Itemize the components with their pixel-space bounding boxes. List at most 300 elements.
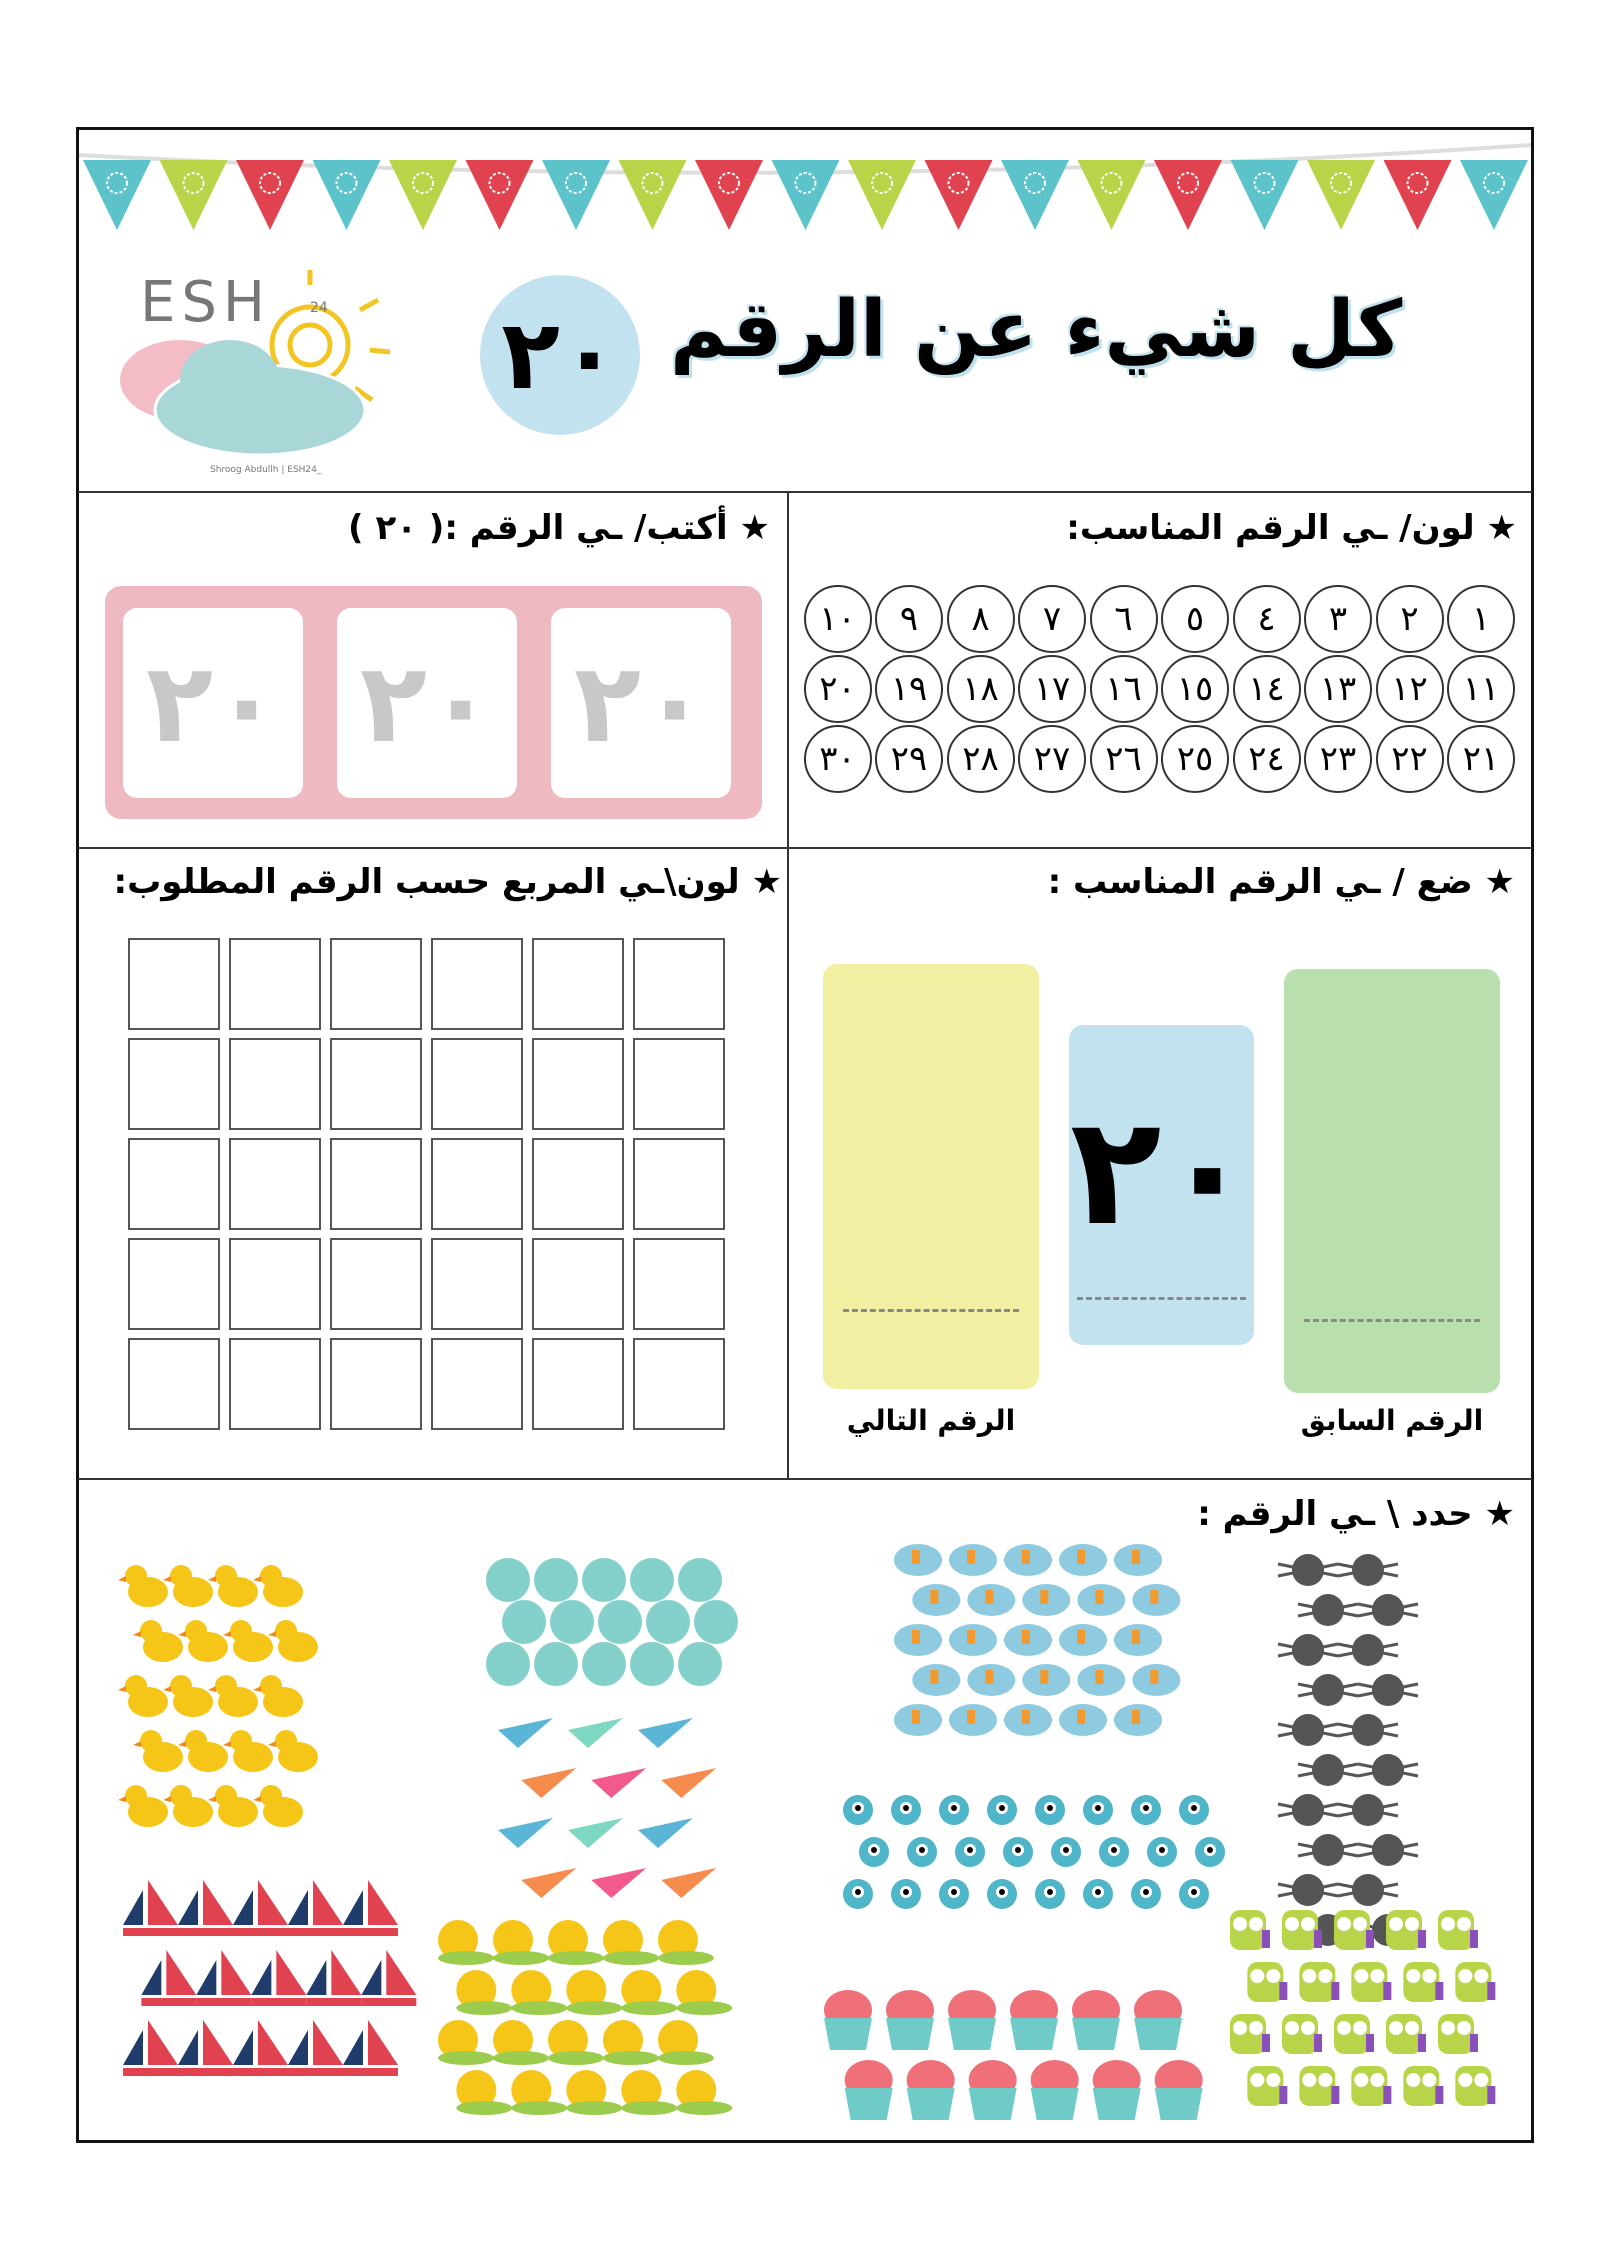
cupcake-icon: [1093, 2060, 1141, 2120]
paper-plane-icon: [638, 1818, 693, 1848]
previous-number-label: الرقم السابق: [1300, 1404, 1484, 1437]
boat-icon: [141, 1950, 196, 2006]
bubble-icon: [582, 1642, 626, 1686]
number-circle[interactable]: ١٠: [804, 585, 872, 653]
bunting-flag: [83, 160, 151, 230]
owl-icon: [1438, 1910, 1478, 1950]
number-circle[interactable]: ١٢: [1376, 655, 1444, 723]
paper-plane-icon: [591, 1868, 646, 1898]
monster-icon: [1083, 1795, 1113, 1825]
paper-plane-group[interactable]: [498, 1718, 716, 1898]
duck-icon: [163, 1565, 213, 1607]
grid-square[interactable]: [128, 1138, 220, 1230]
owl-icon: [1386, 2014, 1426, 2054]
write-number-heading: ★ أكتب/ ـي الرقم :( ٢٠ ): [348, 508, 770, 548]
elephant-icon: [1114, 1704, 1162, 1736]
snail-icon: [566, 2070, 622, 2115]
bubble-icon: [486, 1642, 530, 1686]
elephant-icon: [949, 1704, 997, 1736]
number-circle[interactable]: ٤: [1233, 585, 1301, 653]
number-circle[interactable]: ١٧: [1018, 655, 1086, 723]
bunting-flag: [1460, 160, 1528, 230]
bunting-flag: [160, 160, 228, 230]
grid-square[interactable]: [431, 1238, 523, 1330]
elephant-icon: [1059, 1544, 1107, 1576]
bunting-flag: [772, 160, 840, 230]
elephant-icon: [949, 1544, 997, 1576]
snail-icon: [676, 2070, 732, 2115]
number-circle[interactable]: ٢٣: [1304, 725, 1372, 793]
monster-icon: [987, 1879, 1017, 1909]
snail-icon: [456, 1970, 512, 2015]
cupcake-icon: [1134, 1990, 1182, 2050]
elephant-icon: [1059, 1704, 1107, 1736]
elephant-icon: [894, 1544, 942, 1576]
grid-square[interactable]: [229, 1038, 321, 1130]
number-circle[interactable]: ٢٥: [1161, 725, 1229, 793]
boat-group[interactable]: [123, 1880, 416, 2076]
owl-icon: [1334, 2014, 1374, 2054]
spider-icon: [1358, 1754, 1418, 1786]
number-circle[interactable]: ١٣: [1304, 655, 1372, 723]
number-circles-grid: [795, 585, 1515, 795]
boat-icon: [251, 1950, 306, 2006]
elephant-icon: [1059, 1624, 1107, 1656]
number-circle[interactable]: ٢: [1376, 585, 1444, 653]
elephant-icon: [1004, 1544, 1052, 1576]
trace-card[interactable]: [123, 608, 303, 798]
duck-icon: [208, 1675, 258, 1717]
snail-icon: [676, 1970, 732, 2015]
snail-icon: [621, 1970, 677, 2015]
trace-number: ٢٠: [359, 639, 495, 767]
boat-icon: [178, 2020, 233, 2076]
page-title: كل شيء عن الرقم: [670, 285, 1403, 375]
owl-icon: [1351, 2066, 1391, 2106]
owl-icon: [1282, 1910, 1322, 1950]
boat-icon: [288, 2020, 343, 2076]
number-circle[interactable]: ٧: [1018, 585, 1086, 653]
owl-group[interactable]: [1230, 1910, 1495, 2106]
monster-icon: [1083, 1879, 1113, 1909]
monster-icon: [939, 1795, 969, 1825]
bunting-flag: [619, 160, 687, 230]
squares-grid: [128, 938, 728, 1438]
snail-icon: [603, 2020, 659, 2065]
duck-icon: [163, 1675, 213, 1717]
monster-icon: [1179, 1795, 1209, 1825]
snail-icon: [658, 1920, 714, 1965]
next-number-label: الرقم التالي: [846, 1404, 1016, 1437]
spider-icon: [1338, 1714, 1398, 1746]
snail-group[interactable]: [438, 1920, 732, 2115]
number-circle[interactable]: ٢١: [1447, 725, 1515, 793]
number-circle[interactable]: ٢٤: [1233, 725, 1301, 793]
grid-square[interactable]: [330, 1338, 422, 1430]
number-circle[interactable]: ١٤: [1233, 655, 1301, 723]
elephant-icon: [967, 1664, 1015, 1696]
grid-square[interactable]: [128, 1338, 220, 1430]
cupcake-icon: [824, 1990, 872, 2050]
snail-icon: [603, 1920, 659, 1965]
boat-icon: [343, 2020, 398, 2076]
trace-card[interactable]: [551, 608, 731, 798]
title-number: ٢٠: [501, 299, 619, 411]
place-number-heading: ★ ضع / ـي الرقم المناسب :: [1047, 862, 1515, 902]
spider-icon: [1358, 1834, 1418, 1866]
elephant-icon: [1077, 1584, 1125, 1616]
spider-icon: [1278, 1874, 1338, 1906]
spider-icon: [1278, 1714, 1338, 1746]
number-circle[interactable]: ٢٠: [804, 655, 872, 723]
duck-icon: [253, 1675, 303, 1717]
duck-icon: [268, 1620, 318, 1662]
duck-icon: [163, 1785, 213, 1827]
owl-icon: [1334, 1910, 1374, 1950]
number-circle[interactable]: ١٩: [875, 655, 943, 723]
paper-plane-icon: [591, 1768, 646, 1798]
cupcake-icon: [969, 2060, 1017, 2120]
monster-icon: [955, 1837, 985, 1867]
bunting-flag: [1231, 160, 1299, 230]
bunting-flag: [1154, 160, 1222, 230]
number-circle[interactable]: ٢٦: [1090, 725, 1158, 793]
owl-icon: [1230, 2014, 1270, 2054]
divider: [78, 1478, 1532, 1480]
logo-sub: 24: [310, 300, 328, 316]
bubble-icon: [534, 1642, 578, 1686]
trace-number: ٢٠: [145, 639, 281, 767]
monster-icon: [1099, 1837, 1129, 1867]
bubble-icon: [678, 1642, 722, 1686]
bubble-icon: [502, 1600, 546, 1644]
paper-plane-icon: [498, 1718, 553, 1748]
snail-icon: [658, 2020, 714, 2065]
elephant-icon: [912, 1664, 960, 1696]
monster-icon: [1131, 1795, 1161, 1825]
grid-square[interactable]: [532, 1338, 624, 1430]
number-circle[interactable]: ٣: [1304, 585, 1372, 653]
duck-icon: [133, 1730, 183, 1772]
cupcake-icon: [1010, 1990, 1058, 2050]
grid-square[interactable]: [229, 1138, 321, 1230]
bubble-icon: [630, 1642, 674, 1686]
monster-icon: [891, 1879, 921, 1909]
cupcake-icon: [907, 2060, 955, 2120]
snail-icon: [566, 1970, 622, 2015]
monster-icon: [891, 1795, 921, 1825]
boat-icon: [288, 1880, 343, 1936]
owl-icon: [1247, 2066, 1287, 2106]
grid-square[interactable]: [128, 938, 220, 1030]
number-circle[interactable]: ٦: [1090, 585, 1158, 653]
bunting-flag: [466, 160, 534, 230]
elephant-icon: [894, 1704, 942, 1736]
monster-icon: [1195, 1837, 1225, 1867]
grid-square[interactable]: [128, 1038, 220, 1130]
bubble-icon: [550, 1600, 594, 1644]
number-circle[interactable]: ٨: [947, 585, 1015, 653]
spider-icon: [1338, 1554, 1398, 1586]
grid-square[interactable]: [431, 938, 523, 1030]
spider-icon: [1358, 1674, 1418, 1706]
duck-icon: [118, 1565, 168, 1607]
grid-square[interactable]: [431, 1138, 523, 1230]
answer-line: [843, 1309, 1019, 1312]
spider-icon: [1278, 1634, 1338, 1666]
picture-groups: [78, 1540, 1532, 2140]
divider: [78, 491, 1532, 493]
monster-icon: [939, 1879, 969, 1909]
elephant-icon: [894, 1624, 942, 1656]
elephant-icon: [1114, 1624, 1162, 1656]
boat-icon: [123, 2020, 178, 2076]
elephant-group[interactable]: [894, 1544, 1180, 1736]
elephant-icon: [949, 1624, 997, 1656]
snail-icon: [511, 1970, 567, 2015]
snail-icon: [511, 2070, 567, 2115]
elephant-icon: [912, 1584, 960, 1616]
duck-icon: [208, 1785, 258, 1827]
logo: [110, 270, 390, 475]
duck-icon: [178, 1730, 228, 1772]
monster-icon: [1035, 1795, 1065, 1825]
number-circle[interactable]: ١٦: [1090, 655, 1158, 723]
grid-square[interactable]: [128, 1238, 220, 1330]
bubble-icon: [582, 1558, 626, 1602]
bubble-icon: [678, 1558, 722, 1602]
duck-group[interactable]: [118, 1565, 318, 1827]
number-circle[interactable]: ٢٢: [1376, 725, 1444, 793]
spider-icon: [1278, 1554, 1338, 1586]
number-circle[interactable]: ١٨: [947, 655, 1015, 723]
spider-icon: [1338, 1874, 1398, 1906]
bunting-flag: [848, 160, 916, 230]
bubble-icon: [630, 1558, 674, 1602]
grid-square[interactable]: [431, 1338, 523, 1430]
cupcake-icon: [1155, 2060, 1203, 2120]
owl-icon: [1299, 1962, 1339, 2002]
previous-number-box[interactable]: [1284, 969, 1500, 1393]
snail-icon: [438, 2020, 494, 2065]
boat-icon: [178, 1880, 233, 1936]
elephant-icon: [1132, 1584, 1180, 1616]
grid-square[interactable]: [229, 1238, 321, 1330]
owl-icon: [1351, 1962, 1391, 2002]
paper-plane-icon: [638, 1718, 693, 1748]
duck-icon: [253, 1565, 303, 1607]
cupcake-group[interactable]: [824, 1990, 1203, 2120]
cupcake-icon: [886, 1990, 934, 2050]
bubble-group[interactable]: [486, 1558, 738, 1686]
spider-icon: [1298, 1674, 1358, 1706]
snail-icon: [493, 1920, 549, 1965]
spider-icon: [1338, 1794, 1398, 1826]
bunting-flag: [542, 160, 610, 230]
monster-icon: [1003, 1837, 1033, 1867]
monster-icon: [859, 1837, 889, 1867]
number-circle[interactable]: ٣٠: [804, 725, 872, 793]
cupcake-icon: [1072, 1990, 1120, 2050]
number-circle[interactable]: ١: [1447, 585, 1515, 653]
cupcake-icon: [948, 1990, 996, 2050]
snail-icon: [456, 2070, 512, 2115]
boat-icon: [196, 1950, 251, 2006]
next-number-box[interactable]: [823, 964, 1039, 1389]
grid-square[interactable]: [532, 1038, 624, 1130]
bunting-flag: [389, 160, 457, 230]
number-circle[interactable]: ٥: [1161, 585, 1229, 653]
grid-square[interactable]: [633, 938, 725, 1030]
spider-icon: [1298, 1754, 1358, 1786]
grid-square[interactable]: [330, 1238, 422, 1330]
monster-icon: [987, 1795, 1017, 1825]
grid-square[interactable]: [229, 938, 321, 1030]
owl-icon: [1299, 2066, 1339, 2106]
number-circle[interactable]: ١١: [1447, 655, 1515, 723]
paper-plane-icon: [568, 1718, 623, 1748]
spider-icon: [1298, 1594, 1358, 1626]
monster-icon: [1179, 1879, 1209, 1909]
grid-square[interactable]: [532, 1238, 624, 1330]
color-number-heading: ★ لون/ ـي الرقم المناسب:: [1066, 508, 1517, 548]
monster-icon: [1131, 1879, 1161, 1909]
elephant-icon: [1004, 1704, 1052, 1736]
bubble-icon: [486, 1558, 530, 1602]
current-number: ٢٠: [1069, 1085, 1254, 1259]
grid-square[interactable]: [532, 938, 624, 1030]
grid-square[interactable]: [229, 1338, 321, 1430]
paper-plane-icon: [661, 1768, 716, 1798]
spider-group[interactable]: [1278, 1554, 1418, 1946]
owl-icon: [1438, 2014, 1478, 2054]
boat-icon: [306, 1950, 361, 2006]
spider-icon: [1338, 1634, 1398, 1666]
owl-icon: [1455, 2066, 1495, 2106]
grid-square[interactable]: [431, 1038, 523, 1130]
duck-icon: [223, 1730, 273, 1772]
monster-icon: [1035, 1879, 1065, 1909]
logo-caption: Shroog Abdullh | ESH24_: [210, 465, 322, 475]
divider: [78, 847, 1532, 849]
spider-icon: [1298, 1834, 1358, 1866]
bunting-flag: [925, 160, 993, 230]
number-circle[interactable]: ٢٨: [947, 725, 1015, 793]
duck-icon: [223, 1620, 273, 1662]
boat-icon: [233, 1880, 288, 1936]
number-circle[interactable]: ٢٩: [875, 725, 943, 793]
owl-icon: [1455, 1962, 1495, 2002]
owl-icon: [1403, 1962, 1443, 2002]
elephant-icon: [1004, 1624, 1052, 1656]
bunting-flag: [236, 160, 304, 230]
duck-icon: [208, 1565, 258, 1607]
current-number-box: [1069, 1025, 1254, 1345]
paper-plane-icon: [498, 1818, 553, 1848]
bunting-flag: [1078, 160, 1146, 230]
cupcake-icon: [845, 2060, 893, 2120]
boat-icon: [233, 2020, 288, 2076]
answer-line: [1077, 1297, 1246, 1300]
monster-icon: [1051, 1837, 1081, 1867]
owl-icon: [1386, 1910, 1426, 1950]
bunting-flag: [1384, 160, 1452, 230]
grid-square[interactable]: [330, 938, 422, 1030]
paper-plane-icon: [661, 1868, 716, 1898]
monster-group[interactable]: [843, 1795, 1225, 1909]
grid-square[interactable]: [330, 1138, 422, 1230]
paper-plane-icon: [521, 1768, 576, 1798]
spider-icon: [1358, 1594, 1418, 1626]
title-number-badge: [480, 275, 640, 435]
paper-plane-icon: [568, 1818, 623, 1848]
cupcake-icon: [1031, 2060, 1079, 2120]
trace-card[interactable]: [337, 608, 517, 798]
number-circle[interactable]: ٢٧: [1018, 725, 1086, 793]
owl-icon: [1230, 1910, 1270, 1950]
identify-number-heading: ★ حدد \ ـي الرقم :: [1197, 1494, 1515, 1534]
duck-icon: [118, 1785, 168, 1827]
logo-text: ESH: [140, 270, 272, 335]
bunting-flag: [1307, 160, 1375, 230]
elephant-icon: [1022, 1664, 1070, 1696]
elephant-icon: [1114, 1544, 1162, 1576]
grid-square[interactable]: [633, 1138, 725, 1230]
snail-icon: [493, 2020, 549, 2065]
elephant-icon: [1077, 1664, 1125, 1696]
owl-icon: [1282, 2014, 1322, 2054]
snail-icon: [438, 1920, 494, 1965]
elephant-icon: [1022, 1584, 1070, 1616]
grid-square[interactable]: [633, 1238, 725, 1330]
trace-number: ٢٠: [573, 639, 709, 767]
color-squares-heading: ★ لون\ـي المربع حسب الرقم المطلوب:: [113, 862, 782, 902]
duck-icon: [253, 1785, 303, 1827]
grid-square[interactable]: [633, 1038, 725, 1130]
snail-icon: [621, 2070, 677, 2115]
bubble-icon: [694, 1600, 738, 1644]
duck-icon: [133, 1620, 183, 1662]
monster-icon: [907, 1837, 937, 1867]
boat-icon: [343, 1880, 398, 1936]
grid-square[interactable]: [532, 1138, 624, 1230]
number-circle[interactable]: ١٥: [1161, 655, 1229, 723]
number-circle[interactable]: ٩: [875, 585, 943, 653]
grid-square[interactable]: [330, 1038, 422, 1130]
spider-icon: [1278, 1794, 1338, 1826]
elephant-icon: [967, 1584, 1015, 1616]
bunting-decoration: [79, 135, 1531, 245]
monster-icon: [843, 1879, 873, 1909]
snail-icon: [548, 1920, 604, 1965]
duck-icon: [178, 1620, 228, 1662]
boat-icon: [123, 1880, 178, 1936]
answer-line: [1304, 1319, 1480, 1322]
divider: [787, 491, 789, 1479]
owl-icon: [1247, 1962, 1287, 2002]
owl-icon: [1403, 2066, 1443, 2106]
trace-number-box: [105, 586, 762, 819]
bubble-icon: [646, 1600, 690, 1644]
bunting-flag: [695, 160, 763, 230]
grid-square[interactable]: [633, 1338, 725, 1430]
duck-icon: [268, 1730, 318, 1772]
bunting-flag: [1001, 160, 1069, 230]
bunting-flag: [313, 160, 381, 230]
snail-icon: [548, 2020, 604, 2065]
bubble-icon: [534, 1558, 578, 1602]
monster-icon: [1147, 1837, 1177, 1867]
